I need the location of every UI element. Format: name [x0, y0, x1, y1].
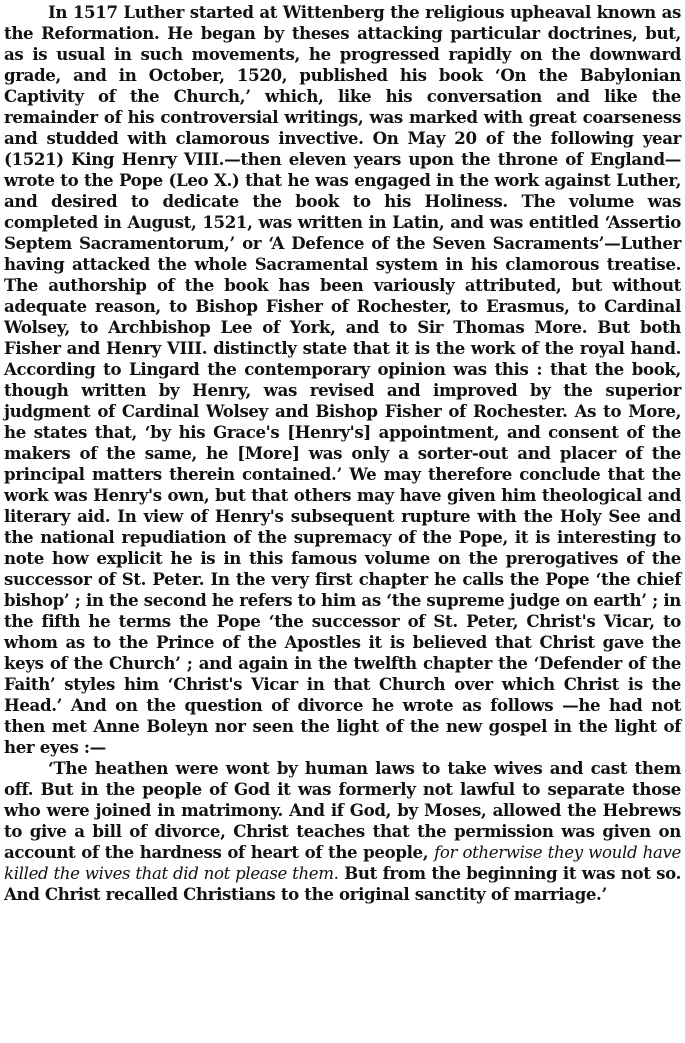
quoted-paragraph	[4, 758, 681, 905]
quote-text-italic: for otherwise they would have killed the wives that did not please them.	[4, 843, 681, 883]
quote-text-end: But from the beginning it was not so. And Christ recalled Christians to the original sanctity of marriage.’	[4, 863, 681, 904]
body-paragraph: In 1517 Luther started at Wittenberg the religious upheaval known as the Reformation. He began by theses attacking particular doctrines, but, as is usual in such movements, he progressed rapidly on the downward grade, and in October, 1520, published his book ‘On the Babylonian Captivity of the Church,’ which, like his conversation and like the remainder of his controversial writings, was marked with great coarseness and studded with clamorous invective. On May 20 of the following year (1521) King Henry VIII.—then eleven years upon the throne of England—wrote to the Pope (Leo X.) that he was engaged in the work against Luther, and desired to dedicate the book to his Holiness. The volume was completed in August, 1521, was written in Latin, and was entitled ‘Assertio Septem Sacramentorum,’ or ‘A Defence of the Seven Sacraments’—Luther having attacked the whole Sacramental system in his clamorous treatise. The authorship of the book has been variously attributed, but without adequate reason, to Bishop Fisher of Rochester, to Erasmus, to Cardinal Wolsey, to Archbishop Lee of York, and to Sir Thomas More. But both Fisher and Henry VIII. distinctly state that it is the work of the royal hand. According to Lingard the contemporary opinion was this : that the book, though written by Henry, was revised and improved by the superior judgment of Cardinal Wolsey and Bishop Fisher of Rochester. As to More, he states that, ‘by his Grace's [Henry's] appointment, and consent of the makers of the same, he [More] was only a sorter-out and placer of the principal matters therein contained.’ We may therefore conclude that the work was Henry's own, but that others may have given him theological and literary aid. In view of Henry's subsequent rupture with the Holy See and the national repudiation of the supremacy of the Pope, it is interesting to note how explicit he is in this famous volume on the prerogatives of the successor of St. Peter. In the very first chapter he calls the Pope ‘the chief bishop’ ; in the second he refers to him as ‘the supreme judge on earth’ ; in the fifth he terms the Pope ‘the successor of St. Peter, Christ's Vicar, to whom as to the Prince of the Apostles it is believed that Christ gave the keys of the Church’ ; and again in the twelfth chapter the ‘Defender of the Faith’ styles him ‘Christ's Vicar in that Church over which Christ is the Head.’ And on the question of divorce he wrote as follows —he had not then met Anne Boleyn nor seen the light of the new gospel in the light of her eyes :—	[4, 2, 681, 757]
quote-text-start: ‘The heathen were wont by human laws to take wives and cast them off. But in the people of God it was formerly not lawful to separate those who were joined in matrimony. And if God, by Moses, allowed the Hebrews to give a bill of divorce, Christ teaches that the permission was given on account of the hardness of heart of the people,	[4, 758, 681, 862]
